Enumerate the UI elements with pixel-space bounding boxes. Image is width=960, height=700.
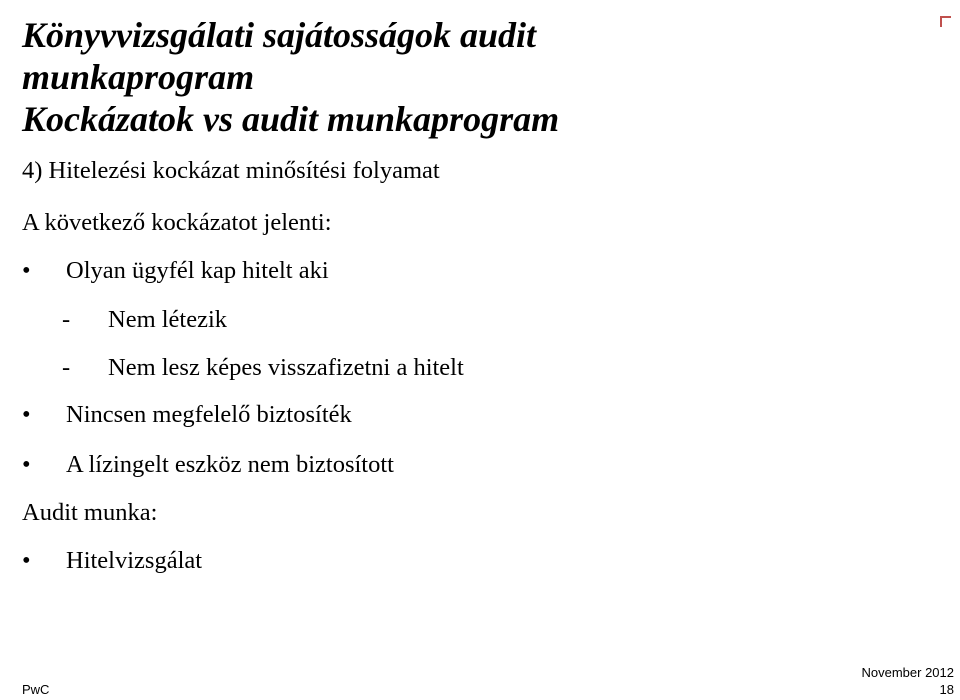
bullet-icon: • bbox=[22, 257, 31, 284]
list-item-text: A lízingelt eszköz nem biztosított bbox=[66, 451, 394, 478]
list-item-text: Olyan ügyfél kap hitelt aki bbox=[66, 257, 329, 284]
list-item-text: Nincsen megfelelő biztosíték bbox=[66, 401, 352, 428]
title-line-2: munkaprogram bbox=[22, 57, 255, 97]
bullet-icon: • bbox=[22, 451, 31, 478]
dash-icon: - bbox=[62, 306, 71, 333]
bullet-icon: • bbox=[22, 547, 31, 574]
footer-info bbox=[862, 664, 955, 698]
title-line-1: Könyvvizsgálati sajátosságok audit bbox=[22, 15, 537, 55]
bullet-icon: • bbox=[22, 401, 31, 428]
slide-title bbox=[22, 14, 942, 140]
sub-list-item-text: Nem létezik bbox=[108, 306, 228, 333]
title-line-3: Kockázatok vs audit munkaprogram bbox=[22, 99, 560, 139]
footer-date: November 2012 bbox=[861, 665, 954, 680]
sub-list-item-text: Nem lesz képes visszafizetni a hitelt bbox=[108, 354, 464, 381]
footer-company: PwC bbox=[22, 682, 50, 697]
list-item-text: Hitelvizsgálat bbox=[66, 547, 203, 574]
audit-label: Audit munka: bbox=[22, 499, 158, 526]
section-heading: 4) Hitelezési kockázat minősítési folyamat bbox=[22, 157, 440, 184]
page-number: 18 bbox=[939, 682, 954, 697]
intro-text: A következő kockázatot jelenti: bbox=[22, 209, 332, 236]
dash-icon: - bbox=[62, 354, 71, 381]
